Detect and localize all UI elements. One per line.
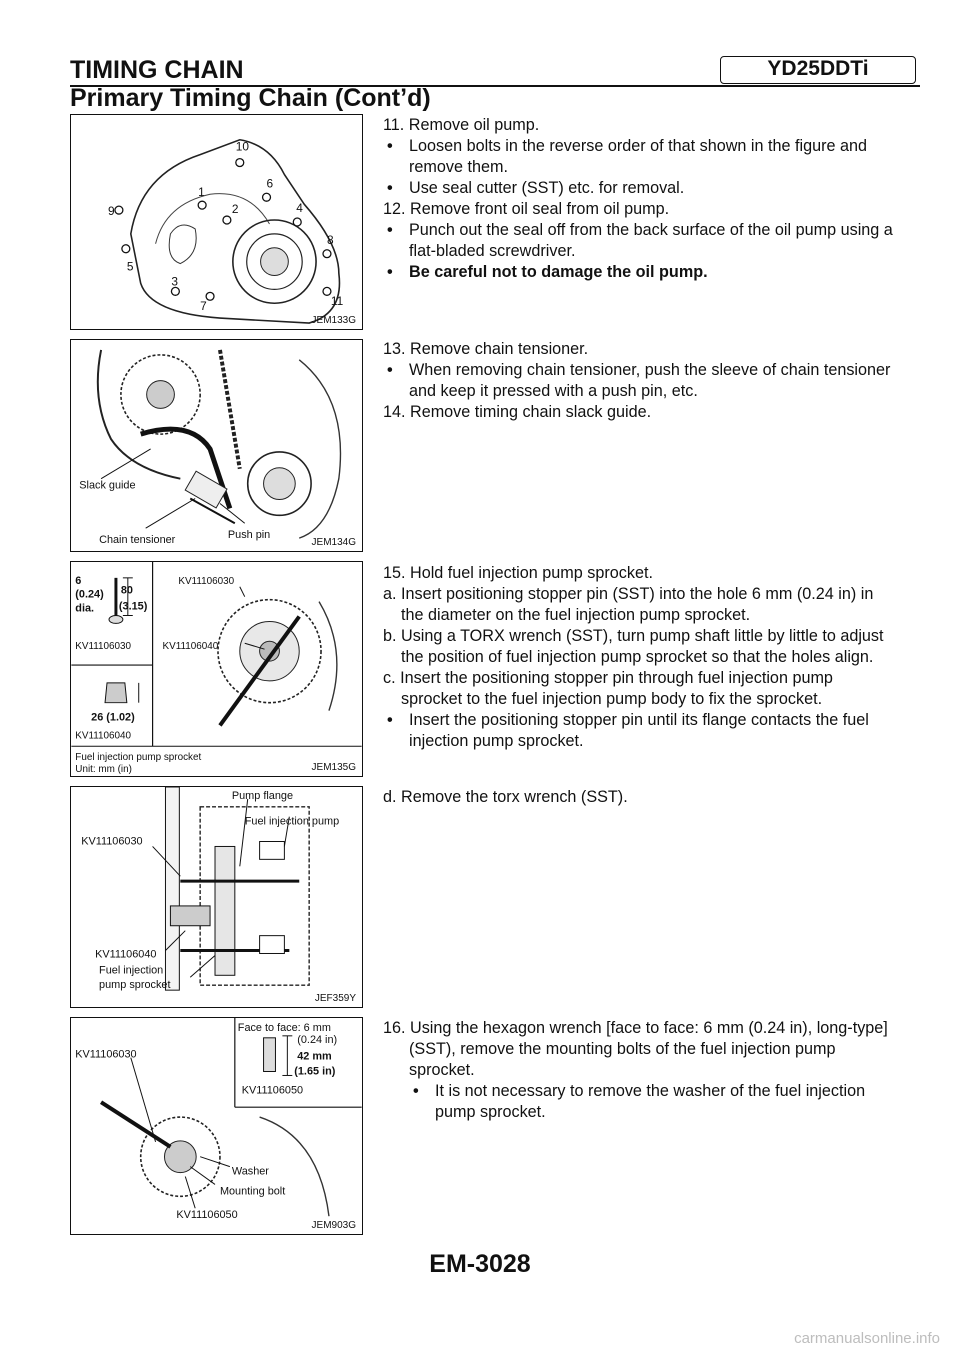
tool-label: KV11106030 [75,1048,137,1061]
slack-guide-label: Slack guide [79,479,136,492]
dim-label: 80 [120,584,134,597]
step-11-bullet: • Use seal cutter (SST) etc. for removal. [383,178,893,199]
pump-flange-illustration [71,787,362,1007]
steps-block-oil-pump [383,115,893,283]
dim-label: (0.24 in) [297,1033,338,1046]
stopper-pin-illustration [71,562,362,776]
section-title: TIMING CHAIN [70,56,244,84]
figure-code: JEM135G [311,762,356,773]
step-15b: b. Using a TORX wrench (SST), turn pump shaft little by little to adjust the position of fuel injection pump sprocket so that the holes align. [383,627,884,666]
figure-code: JEF359Y [314,993,356,1004]
step-12-bullet: • Punch out the seal off from the back surface of the oil pump using a flat-bladed screwdriver. [383,220,893,262]
bolt-label: 10 [235,139,250,154]
tool-label: KV11106050 [176,1209,238,1222]
steps-block-torx [383,787,893,808]
tool-label: KV11106050 [241,1084,304,1097]
pump-flange-label: Pump flange [231,789,294,802]
oil-pump-illustration [71,115,362,329]
steps-block-tensioner [383,339,893,423]
hexagon-wrench-illustration [71,1018,362,1234]
bolt-label: 7 [200,299,207,314]
tool-label: KV11106030 [81,835,143,848]
bolt-label: 9 [108,204,115,219]
figure-hexagon-wrench [70,1017,363,1235]
figure-oil-pump-bolt-order [70,114,363,330]
tool-label: KV11106030 [178,575,235,587]
fuel-injection-pump-label: Fuel injection pump [244,815,340,828]
bolt-label: 3 [171,274,179,289]
washer-label: Washer [231,1165,269,1178]
bolt-label: 2 [231,202,239,217]
page-number: EM-3028 [429,1250,531,1278]
step-15c-bullet: • Insert the positioning stopper pin until its flange contacts the fuel injection pump sprocket. [383,710,893,752]
figure-code: JEM134G [311,537,356,548]
bolt-label: 11 [330,294,344,309]
step-14: 14. Remove timing chain slack guide. [383,403,652,421]
step-16: 16. Using the hexagon wrench [face to face: 6 mm (0.24 in), long-type] (SST), remove the mounting bolts of the fuel injection pump sprocket. [383,1019,888,1079]
step-16-bullet: • It is not necessary to remove the washer of the fuel injection pump sprocket. [383,1081,893,1123]
dim-label: Face to face: 6 mm [237,1021,331,1034]
step-15d: d. Remove the torx wrench (SST). [383,788,628,806]
engine-model-badge: YD25DDTi [720,56,916,84]
dim-label: 42 mm [297,1050,332,1063]
tool-label: KV11106040 [162,641,219,653]
watermark: carmanualsonline.info [794,1330,940,1347]
tool-label: KV11106040 [75,730,132,742]
push-pin-label: Push pin [227,529,271,542]
bolt-label: 6 [266,176,274,191]
sprocket-label: Fuel injection pump sprocket [75,752,202,764]
page-subtitle: Primary Timing Chain (Cont’d) [70,84,431,112]
step-11: 11. Remove oil pump. [383,116,540,134]
dim-label: 6 [75,574,82,587]
chain-tensioner-label: Chain tensioner [99,534,176,547]
step-15: 15. Hold fuel injection pump sprocket. [383,564,653,582]
mounting-bolt-label: Mounting bolt [219,1185,286,1198]
unit-label: Unit: mm (in) [75,764,132,776]
step-13: 13. Remove chain tensioner. [383,340,589,358]
figure-pump-flange [70,786,363,1008]
dim-label: 26 (1.02) [91,711,135,724]
bolt-label: 8 [326,232,334,247]
figure-code: JEM903G [311,1220,356,1231]
steps-block-sprocket-hold [383,563,893,752]
step-11-bullet: • Loosen bolts in the reverse order of that shown in the figure and remove them. [383,136,893,178]
steps-block-mounting-bolts [383,1018,893,1123]
bolt-label: 5 [126,259,134,274]
step-12-caution: • Be careful not to damage the oil pump. [383,262,893,283]
figure-code: JEM133G [311,315,356,326]
sprocket-label: pump sprocket [99,979,171,992]
step-15c: c. Insert the positioning stopper pin through fuel injection pump sprocket to the fuel injection pump body to fix the sprocket. [383,669,833,708]
figure-stopper-pin [70,561,363,777]
sprocket-label: Fuel injection [99,964,164,977]
bolt-label: 4 [296,201,303,216]
tool-label: KV11106040 [95,948,157,961]
step-13-bullet: • When removing chain tensioner, push the sleeve of chain tensioner and keep it pressed with a push pin, etc. [383,360,893,402]
dim-label: dia. [75,602,95,615]
step-15a: a. Insert positioning stopper pin (SST) into the hole 6 mm (0.24 in) in the diameter on the fuel injection pump sprocket. [383,585,874,624]
dim-label: (0.24) [75,588,104,601]
tool-label: KV11106030 [75,641,132,653]
dim-label: (3.15) [118,600,148,613]
bolt-label: 1 [198,185,205,200]
chain-tensioner-illustration [71,340,362,551]
dim-label: (1.65 in) [294,1065,336,1078]
figure-chain-tensioner [70,339,363,552]
step-12: 12. Remove front oil seal from oil pump. [383,200,670,218]
